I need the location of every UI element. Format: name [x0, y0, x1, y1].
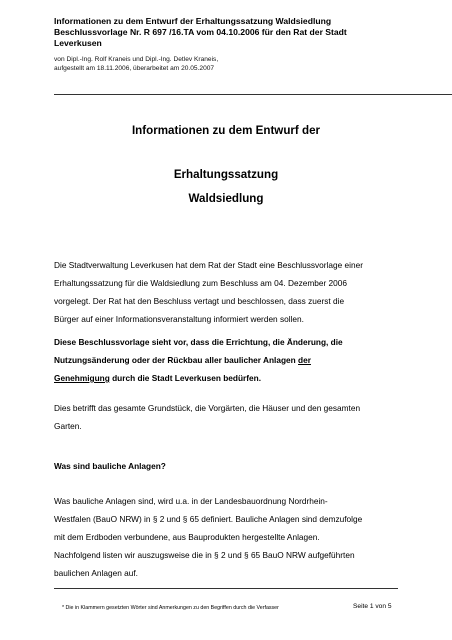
- intro-line: Die Stadtverwaltung Leverkusen hat dem Rat der Stadt eine Beschlussvorlage einer: [54, 260, 364, 270]
- header-title: [54, 16, 394, 49]
- footer-divider: [54, 588, 398, 589]
- header-author-info: [54, 55, 394, 73]
- scope-paragraph: [54, 399, 398, 435]
- intro-line: Bürger auf einer Informationsveranstaltung informiert werden sollen.: [54, 314, 304, 324]
- section-heading: Was sind bauliche Anlagen?: [54, 461, 166, 471]
- document-title-line-3: Waldsiedlung: [188, 192, 264, 205]
- definition-line: Nachfolgend listen wir auszugsweise die in § 2 und § 65 BauO NRW aufgeführten: [54, 550, 355, 560]
- header-title-line: Beschlussvorlage Nr. R 697 /16.TA vom 04.10.2006 für den Rat der Stadt: [54, 27, 347, 37]
- approval-requirement-paragraph: [54, 333, 398, 387]
- document-title-line-2: Erhaltungssatzung: [173, 168, 279, 181]
- approval-line: Diese Beschlussvorlage sieht vor, dass die Errichtung, die Änderung, die: [54, 337, 343, 347]
- intro-line: vorgelegt. Der Rat hat den Beschluss vertagt und beschlossen, dass zuerst die: [54, 296, 345, 306]
- underlined-term: Genehmigung: [54, 373, 110, 383]
- header-author-line: aufgestellt am 18.11.2006, überarbeitet am 20.05.2007: [54, 65, 215, 72]
- page-number: Seite 1 von 5: [353, 603, 392, 610]
- approval-line: Nutzungsänderung oder der Rückbau aller baulicher Anlagen: [54, 355, 299, 365]
- header-title-line: Informationen zu dem Entwurf der Erhaltungssatzung Waldsiedlung: [54, 16, 332, 26]
- definition-line: Was bauliche Anlagen sind, wird u.a. in der Landesbauordnung Nordrhein-: [54, 496, 328, 506]
- scope-line: Dies betrifft das gesamte Grundstück, die Vorgärten, die Häuser und den gesamten: [54, 403, 361, 413]
- header-author-line: von Dipl.-Ing. Rolf Kraneis und Dipl.-Ing. Detlev Kraneis,: [54, 56, 219, 63]
- definition-line: baulichen Anlagen auf.: [54, 568, 138, 578]
- page-header: [54, 16, 394, 73]
- header-divider: [54, 94, 452, 95]
- intro-line: Erhaltungssatzung für die Waldsiedlung zum Beschluss am 04. Dezember 2006: [54, 278, 348, 288]
- definition-line: mit dem Erdboden verbundene, aus Bauprodukten hergestellte Anlagen.: [54, 532, 320, 542]
- approval-line: durch die Stadt Leverkusen bedürfen.: [109, 373, 262, 383]
- definition-paragraph: [54, 492, 398, 582]
- scope-line: Garten.: [54, 421, 82, 431]
- header-title-line: Leverkusen: [54, 38, 102, 48]
- document-title-line-1: Informationen zu dem Entwurf der: [131, 124, 321, 137]
- footer-note: * Die in Klammern gesetzten Wörter sind Anmerkungen zu den Begriffen durch die Verfasser: [62, 605, 279, 611]
- definition-line: Westfalen (BauO NRW) in § 2 und § 65 definiert. Bauliche Anlagen sind demzufolge: [54, 514, 363, 524]
- underlined-term: der: [298, 355, 311, 365]
- intro-paragraph: [54, 256, 398, 328]
